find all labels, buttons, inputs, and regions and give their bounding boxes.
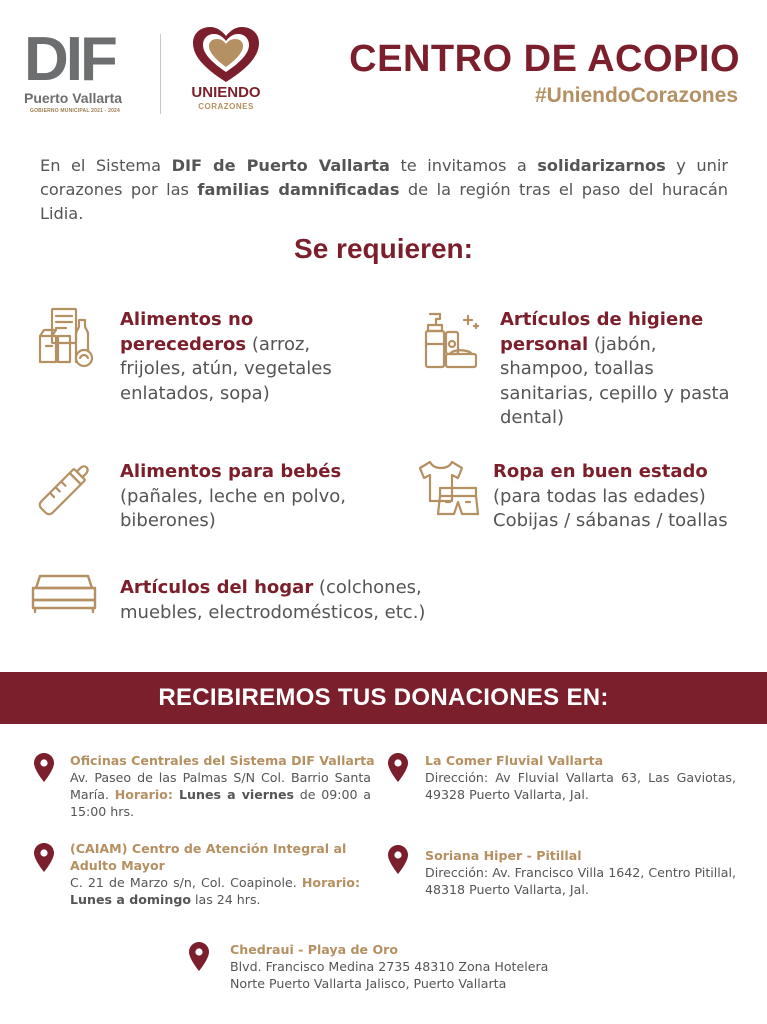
heart-icon bbox=[184, 26, 268, 84]
location-address: C. 21 de Marzo s/n, Col. Coapinole. bbox=[70, 875, 302, 890]
intro-text-3: y unir corazones por las bbox=[40, 156, 728, 199]
dif-logo-letters: DIF bbox=[24, 25, 115, 94]
page-title: CENTRO DE ACOPIO bbox=[349, 38, 740, 80]
location-name-chedraui: Chedraui - Playa de Oro bbox=[230, 942, 399, 957]
location-name-la-comer: La Comer Fluvial Vallarta bbox=[425, 753, 604, 768]
item-ropa bbox=[493, 460, 733, 534]
item-alimentos-bebes bbox=[120, 460, 380, 534]
uniendo-text: UNIENDO bbox=[191, 84, 261, 101]
location-pin-icon bbox=[34, 843, 54, 873]
corazones-text: CORAZONES bbox=[198, 102, 254, 111]
location-pin-icon bbox=[34, 753, 54, 783]
location-name-caiam-line2: Adulto Mayor bbox=[70, 858, 165, 873]
hygiene-icon bbox=[422, 310, 482, 370]
hashtag: #UniendoCorazones bbox=[534, 84, 738, 107]
item-alimentos-no-perecederos bbox=[120, 308, 370, 406]
location-name-soriana: Soriana Hiper - Pitillal bbox=[425, 848, 582, 863]
location-address-oficinas-centrales bbox=[70, 769, 371, 820]
intro-bold-2: solidarizarnos bbox=[537, 156, 666, 175]
item-title: Alimentos no perecederos bbox=[120, 309, 254, 355]
intro-bold-3: familias damnificadas bbox=[197, 180, 400, 199]
item-title: Ropa en buen estado bbox=[493, 461, 708, 482]
hours-label: Horario: bbox=[114, 787, 173, 802]
location-name-oficinas-centrales: Oficinas Centrales del Sistema DIF Vallarta bbox=[70, 753, 375, 768]
hours-label: Horario: bbox=[301, 875, 360, 890]
location-pin-icon bbox=[189, 942, 209, 972]
groceries-icon bbox=[36, 306, 96, 366]
location-address: Av. Paseo de las Palmas S/N Col. Barrio Santa María. bbox=[70, 770, 371, 802]
bed-icon bbox=[30, 574, 98, 614]
intro-text-2: te invitamos a bbox=[389, 156, 538, 175]
intro-text-1: En el Sistema bbox=[40, 156, 172, 175]
item-description: (jabón, shampoo, toallas sanitarias, cepillo y pasta dental) bbox=[500, 333, 730, 428]
location-address-caiam bbox=[70, 874, 360, 908]
location-name-caiam-line1: (CAIAM) Centro de Atención Integral al bbox=[70, 841, 347, 856]
donations-banner-text: RECIBIREMOS TUS DONACIONES EN: bbox=[158, 684, 609, 711]
section-heading-requieren: Se requieren: bbox=[294, 233, 473, 264]
location-address-soriana: Dirección: Av. Francisco Villa 1642, Centro Pitillal, 48318 Puerto Vallarta, Jal. bbox=[425, 865, 736, 897]
item-title: Artículos del hogar bbox=[120, 577, 314, 598]
location-address-la-comer: Dirección: Av Fluvial Vallarta 63, Las Gaviotas, 49328 Puerto Vallarta, Jal. bbox=[425, 770, 736, 802]
item-title: Alimentos para bebés bbox=[120, 461, 342, 482]
item-title: Artículos de higiene personal bbox=[500, 309, 704, 355]
intro-paragraph bbox=[40, 154, 728, 226]
hours-time: las 24 hrs. bbox=[191, 892, 261, 907]
donations-banner bbox=[0, 672, 767, 724]
logo-divider bbox=[160, 34, 161, 114]
location-pin-icon bbox=[388, 753, 408, 783]
hours-days: Lunes a viernes bbox=[172, 787, 295, 802]
intro-bold-1: DIF de Puerto Vallarta bbox=[171, 156, 390, 175]
hours-time: de 09:00 a 15:00 hrs. bbox=[70, 787, 372, 819]
item-description: (arroz, frijoles, atún, vegetales enlatados, sopa) bbox=[120, 333, 332, 404]
item-description: (para todas las edades) Cobijas / sábanas / toallas bbox=[493, 485, 728, 531]
location-pin-icon bbox=[388, 845, 408, 875]
dif-logo bbox=[24, 25, 156, 118]
item-articulos-higiene bbox=[500, 308, 730, 431]
baby-bottle-icon bbox=[34, 460, 94, 520]
location-address-chedraui-line2: Norte Puerto Vallarta Jalisco, Puerto Vallarta bbox=[230, 976, 507, 991]
item-description: (colchones, muebles, electrodomésticos, etc.) bbox=[120, 577, 426, 623]
location-address-chedraui-line1: Blvd. Francisco Medina 2735 48310 Zona Hotelera bbox=[230, 959, 549, 974]
dif-logo-government: GOBIERNO MUNICIPAL 2021 - 2024 bbox=[30, 108, 121, 114]
intro-text-4: de la región tras el paso del huracán Lidia. bbox=[40, 180, 728, 223]
clothes-icon bbox=[416, 458, 476, 518]
hours-days: Lunes a domingo bbox=[70, 892, 191, 907]
uniendo-corazones-logo bbox=[184, 26, 268, 114]
item-articulos-hogar bbox=[120, 576, 480, 625]
item-description: (pañales, leche en polvo, biberones) bbox=[120, 485, 347, 531]
dif-logo-city: Puerto Vallarta bbox=[24, 90, 123, 106]
